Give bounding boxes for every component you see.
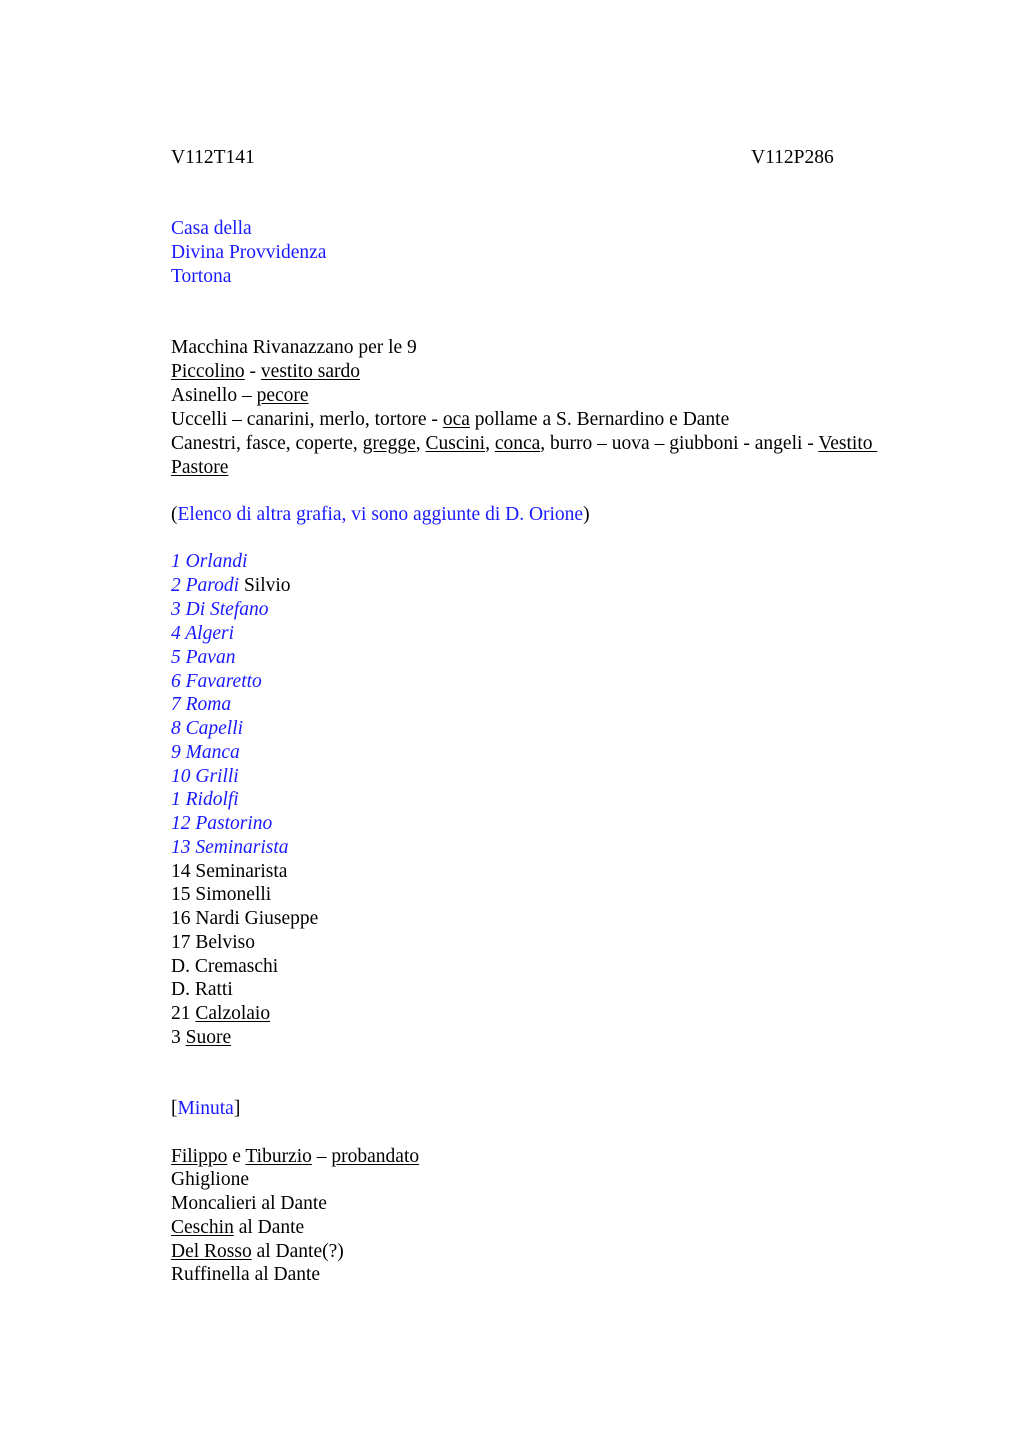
list-item: 21 Calzolaio <box>171 1003 271 1024</box>
list-item: D. Ratti <box>171 979 233 1000</box>
minuta-line-1: Filippo e Tiburzio – probandato <box>171 1146 420 1167</box>
underlined-word: conca <box>494 433 541 454</box>
minuta-heading-text: Minuta <box>177 1098 234 1119</box>
minuta-line-2: Ghiglione <box>171 1169 249 1190</box>
list-item: 3 Di Stefano <box>171 599 269 620</box>
letterhead-line-3: Tortona <box>171 266 232 287</box>
underlined-word: Del Rosso <box>171 1241 252 1262</box>
underlined-word: Piccolino <box>171 361 245 382</box>
note-line-1: Macchina Rivanazzano per le 9 <box>171 337 417 358</box>
list-item: 15 Simonelli <box>171 884 272 905</box>
list-item: 17 Belviso <box>171 932 255 953</box>
list-item: 3 Suore <box>171 1027 232 1048</box>
header-left-code: V112T141 <box>171 147 255 168</box>
list-item: 8 Capelli <box>171 718 244 739</box>
underlined-word: Suore <box>185 1027 232 1048</box>
note-line-4: Uccelli – canarini, merlo, tortore - oca pollame a S. Bernardino e Dante <box>171 409 730 430</box>
list-item: D. Cremaschi <box>171 956 279 977</box>
list-item: 4 Algeri <box>171 623 235 644</box>
underlined-word: Cuscini <box>425 433 486 454</box>
underlined-word: Tiburzio <box>245 1146 312 1167</box>
underlined-word: Pastore <box>171 457 229 478</box>
list-item: 16 Nardi Giuseppe <box>171 908 319 929</box>
list-item: 7 Roma <box>171 694 232 715</box>
header-right-code: V112P286 <box>751 147 834 168</box>
minuta-line-5: Del Rosso al Dante(?) <box>171 1241 344 1262</box>
list-item: 9 Manca <box>171 742 240 763</box>
note-line-6 <box>171 456 228 480</box>
underlined-word: Calzolaio <box>195 1003 271 1024</box>
underlined-word: oca <box>442 409 470 430</box>
list-item: 12 Pastorino <box>171 813 273 834</box>
minuta-heading: [Minuta] <box>171 1098 241 1119</box>
note-line-3: Asinello – pecore <box>171 385 309 406</box>
editorial-note-text: Elenco di altra grafia, vi sono aggiunte di D. Orione <box>177 504 584 525</box>
list-item: 14 Seminarista <box>171 861 288 882</box>
underlined-word: Vestito <box>818 433 878 454</box>
list-item: 2 Parodi Silvio <box>171 575 291 596</box>
list-item: 1 Orlandi <box>171 551 248 572</box>
underlined-word: Filippo <box>171 1146 228 1167</box>
list-item: 1 Ridolfi <box>171 789 239 810</box>
note-line-5: Canestri, fasce, coperte, gregge, Cuscini, conca, burro – uova – giubboni - angeli - Vestito <box>171 433 878 454</box>
underlined-word: gregge <box>362 433 416 454</box>
underlined-word: Ceschin <box>171 1217 234 1238</box>
note-line-2: Piccolino - vestito sardo <box>171 361 361 382</box>
underlined-word: probandato <box>331 1146 420 1167</box>
minuta-line-4: Ceschin al Dante <box>171 1217 305 1238</box>
letterhead-line-2: Divina Provvidenza <box>171 242 327 263</box>
letterhead-line-1: Casa della <box>171 218 252 239</box>
editorial-note: (Elenco di altra grafia, vi sono aggiunte di D. Orione) <box>171 504 590 525</box>
minuta-line-3: Moncalieri al Dante <box>171 1193 327 1214</box>
list-item: 10 Grilli <box>171 766 239 787</box>
list-item: 13 Seminarista <box>171 837 289 858</box>
underlined-word: vestito sardo <box>260 361 361 382</box>
list-item: 5 Pavan <box>171 647 236 668</box>
list-item: 6 Favaretto <box>171 671 262 692</box>
underlined-word: pecore <box>256 385 309 406</box>
minuta-line-6: Ruffinella al Dante <box>171 1264 321 1285</box>
